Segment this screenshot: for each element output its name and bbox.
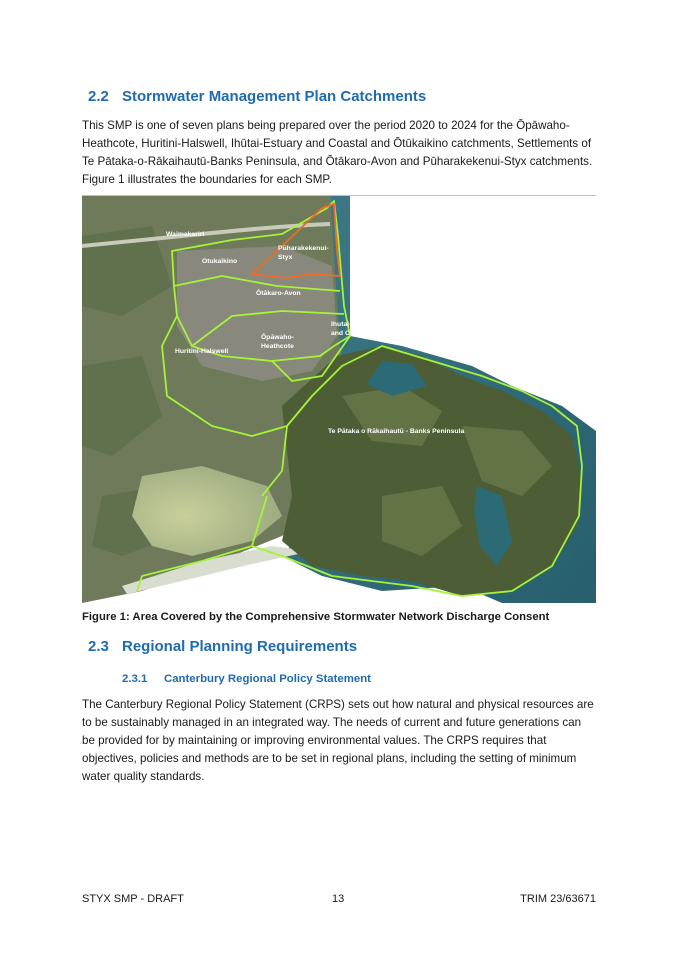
label-otakaro-avon: Ōtākaro-Avon bbox=[256, 290, 301, 297]
section-2-3-1-paragraph bbox=[82, 696, 597, 786]
subsection-title: Canterbury Regional Policy Statement bbox=[164, 673, 371, 685]
label-ihutai-1: Ihutai-Estuary bbox=[331, 321, 377, 328]
paragraph-text: This SMP is one of seven plans being prepared over the period 2020 to 2024 for the Ōpāwaho-Heathcote, Huritini-Halswell, Ihūtai-Estuary and Coastal and Ōtūkaikino catchments, Settlements of Te Pātaka-o-Rākaihautū-Banks Peninsula, and Ōtākaro-Avon and Pūharakekenui-Styx catchments. Figure 1 illustrates the boundaries for each SMP. bbox=[82, 119, 593, 186]
subsection-number: 2.3.1 bbox=[122, 673, 148, 685]
footer-left: STYX SMP - DRAFT bbox=[82, 893, 184, 905]
section-title: Regional Planning Requirements bbox=[122, 638, 358, 655]
footer-page-number: 13 bbox=[332, 893, 345, 905]
label-te-pataka: Te Pātaka o Rākaihautū - Banks Peninsula bbox=[328, 428, 465, 435]
section-2-3-heading bbox=[88, 638, 357, 655]
label-otukaikino: Otukaikino bbox=[202, 258, 238, 265]
section-number: 2.2 bbox=[88, 88, 109, 105]
label-opawaho-1: Ōpāwaho- bbox=[261, 334, 294, 341]
label-puharakekenui-1: Pūharakekenui- bbox=[278, 245, 329, 252]
label-huritini-halswell: Huritini-Halswell bbox=[175, 348, 229, 355]
section-number: 2.3 bbox=[88, 638, 109, 655]
catchment-map bbox=[82, 196, 596, 603]
section-title: Stormwater Management Plan Catchments bbox=[122, 88, 427, 105]
label-ihutai-2: and Coast bbox=[331, 330, 364, 337]
section-2-2-heading bbox=[88, 88, 426, 105]
paragraph-text: The Canterbury Regional Policy Statement (CRPS) sets out how natural and physical resources are to be sustainably managed in an integrated way. The needs of current and future generations can be provided for by maintaining or improving environmental values. The CRPS requires that objectives, policies and methods are to be set in regional plans, including the setting of minimum water quality standards. bbox=[82, 698, 594, 783]
section-2-2-paragraph bbox=[82, 117, 597, 189]
label-waimakariri: Waimakariri bbox=[166, 231, 205, 238]
label-puharakekenui-2: Styx bbox=[278, 254, 293, 261]
figure-caption: Figure 1: Area Covered by the Comprehensive Stormwater Network Discharge Consent bbox=[82, 611, 550, 623]
footer-right: TRIM 23/63671 bbox=[520, 893, 596, 905]
label-opawaho-2: Heathcote bbox=[261, 343, 294, 350]
section-2-3-1-heading bbox=[122, 673, 371, 685]
